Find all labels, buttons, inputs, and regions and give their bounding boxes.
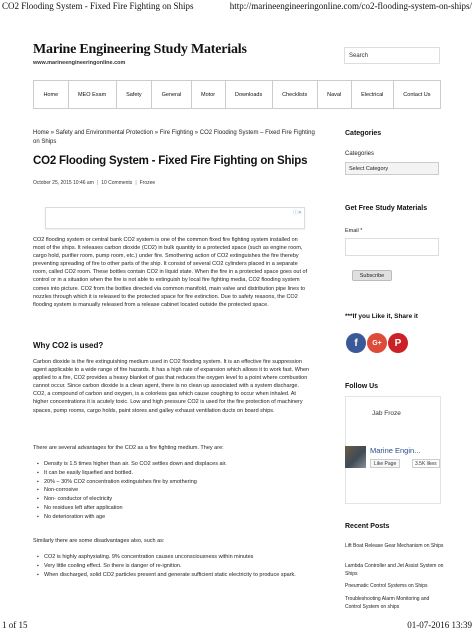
facebook-user-name: Jab Froze bbox=[372, 410, 401, 417]
list-item: ▪ Non-corrosive bbox=[37, 486, 309, 495]
nav-downloads[interactable]: Downloads bbox=[225, 81, 272, 108]
recent-post-link[interactable]: Lambda Controller and Jet Assist System on Ships bbox=[345, 563, 444, 577]
categories-label: Categories bbox=[345, 151, 375, 157]
why-co2-heading: Why CO2 is used? bbox=[33, 341, 104, 350]
likes-count: 3.5K likes bbox=[412, 459, 440, 468]
email-field[interactable] bbox=[345, 238, 439, 256]
nav-naval[interactable]: Naval bbox=[317, 81, 351, 108]
list-item: ▪ Very little cooling effect. So there is danger of re-ignition. bbox=[37, 562, 309, 571]
meta-separator: | bbox=[96, 180, 99, 186]
facebook-icon[interactable]: f bbox=[346, 333, 366, 353]
follow-us-heading: Follow Us bbox=[345, 383, 379, 390]
email-label: Email * bbox=[345, 228, 363, 234]
list-item: ▪ It can be easily liquefied and bottled. bbox=[37, 469, 309, 478]
post-meta bbox=[33, 180, 155, 186]
nav-meo-exam[interactable]: MEO Exam bbox=[68, 81, 116, 108]
post-author-link[interactable]: Frozee bbox=[139, 180, 156, 186]
facebook-page-thumbnail[interactable] bbox=[345, 446, 366, 468]
pinterest-icon[interactable]: P bbox=[388, 333, 408, 353]
disadvantages-list bbox=[37, 553, 309, 579]
print-page-url: http://marineengineeringonline.com/co2-flooding-system-on-ships/ bbox=[229, 1, 472, 11]
nav-safety[interactable]: Safety bbox=[116, 81, 152, 108]
print-footer bbox=[0, 620, 474, 632]
subscribe-button[interactable]: Subscribe bbox=[352, 270, 392, 281]
disadvantages-intro: Similarly there are some disadvantages also, such as: bbox=[33, 538, 165, 544]
site-title[interactable]: Marine Engineering Study Materials bbox=[33, 42, 247, 57]
list-item: ▪ CO2 is highly asphyxiating. 9% concentration causes unconsciousness within minutes bbox=[37, 553, 309, 562]
nav-contact-us[interactable]: Contact Us bbox=[393, 81, 441, 108]
nav-motor[interactable]: Motor bbox=[191, 81, 225, 108]
meta-separator: | bbox=[135, 180, 137, 186]
nav-general[interactable]: General bbox=[151, 81, 190, 108]
nav-electrical[interactable]: Electrical bbox=[351, 81, 393, 108]
site-url: www.marineengineeringonline.com bbox=[33, 60, 126, 66]
print-date: 01-07-2016 13:39 bbox=[407, 620, 472, 630]
facebook-page-link[interactable]: Marine Engin... bbox=[370, 446, 421, 455]
post-date: October 25, 2015 10:46 am bbox=[33, 180, 94, 186]
list-item: ▪ Density is 1.5 times higher than air. So CO2 settles down and displaces air. bbox=[37, 460, 309, 469]
recent-post-link[interactable]: Pneumatic Control Systems on Ships bbox=[345, 583, 428, 589]
google-plus-icon[interactable]: G+ bbox=[367, 333, 387, 353]
list-item: ▪ Non- conductor of electricity bbox=[37, 495, 309, 504]
share-heading: ***If you Like it, Share it bbox=[345, 313, 418, 320]
study-materials-heading: Get Free Study Materials bbox=[345, 205, 428, 212]
search-input[interactable]: Search bbox=[344, 47, 440, 64]
why-co2-paragraph: Carbon dioxide is the fire extinguishing medium used in CO2 flooding system. It is an effective fire suppression agent applicable to a wide range of fire hazards. It has a high rate of expansion which allows it to work fast. When applied to a fire, CO2 provides a heavy blanket of gas that reduces the oxygen level to a point where combustion cannot occur. Since carbon dioxide is a clean agent, there is no clean up associated with a system discharge. CO2, a compound of carbon and oxygen, is a colorless gas which cause coughing to occur when inhaled. At higher concentrations it is acutely toxic. Low and high pressure CO2 is used for the fire protection of machinery spaces, pump rooms, cargo holds, paint stores and galley exhaust ventilation ducts on board ships. bbox=[33, 359, 310, 414]
recent-posts-heading: Recent Posts bbox=[345, 523, 390, 530]
recent-post-link[interactable]: Troubleshooting Alarm Monitoring and Control System on ships bbox=[345, 596, 430, 610]
print-header bbox=[0, 0, 474, 12]
nav-checklists[interactable]: Checklists bbox=[272, 81, 317, 108]
post-comments-link[interactable]: 10 Comments bbox=[101, 180, 133, 186]
advantages-intro: There are several advantages for the CO2 as a fire fighting medium. They are: bbox=[33, 445, 224, 451]
post-title: CO2 Flooding System - Fixed Fire Fighting on Ships bbox=[33, 155, 308, 167]
main-nav bbox=[33, 80, 441, 109]
advantages-list bbox=[37, 460, 309, 522]
list-item: ▪ When discharged, solid CO2 particles present and generate sufficient static electricity to produce spark. bbox=[37, 571, 309, 580]
like-page-button[interactable]: Like Page bbox=[370, 459, 400, 468]
categories-heading: Categories bbox=[345, 130, 382, 137]
ad-banner[interactable] bbox=[45, 207, 305, 229]
list-item: ▪ No residues left after application bbox=[37, 504, 309, 513]
intro-paragraph: CO2 flooding system or central bank CO2 system is one of the common fixed fire fighting system installed on most of the ships. It releases carbon dioxide (CO2) in bulk quantity to a protected space (such as engine room, cargo hold, purifier room, pump room, etc.) under fire. Smothering action of CO2 extinguishes the fire thereby preventing spreading of fire to other parts of the ship. It consist of several CO2 cylinders placed in a separate room, called CO2 room. These bottles contain CO2 in liquid state. When the fire in a protected space goes out of control or in a situation when the fire is not able to extinguish by local fire fighting media, CO2 flooding system comes into picture. CO2 from the bottles directed via common manifold, main valve and distribution pipe lines to nozzles through which it is released to the protected space for fire extinction. Due to safety reasons, the CO2 flooding system is manually released from a release cabinet located outside the protected space. bbox=[33, 237, 308, 308]
recent-post-link[interactable]: Lift Boat Release Gear Mechanism on Ships bbox=[345, 543, 444, 549]
ad-choices-icon[interactable]: ⓘ✕ bbox=[292, 210, 302, 216]
list-item: ▪ 20% – 30% CO2 concentration extinguishes fire by smothering bbox=[37, 478, 309, 487]
breadcrumb[interactable]: Home » Safety and Environmental Protection » Fire Fighting » CO2 Flooding System – Fixed Fire Fighting on Ships bbox=[33, 130, 315, 145]
print-page-number: 1 of 15 bbox=[2, 620, 28, 630]
nav-home[interactable]: Home bbox=[33, 81, 68, 108]
print-page-title: CO2 Flooding System - Fixed Fire Fighting on Ships bbox=[2, 1, 194, 11]
list-item: ▪ No deterioration with age bbox=[37, 513, 309, 522]
categories-select[interactable]: Select Category bbox=[345, 162, 439, 175]
